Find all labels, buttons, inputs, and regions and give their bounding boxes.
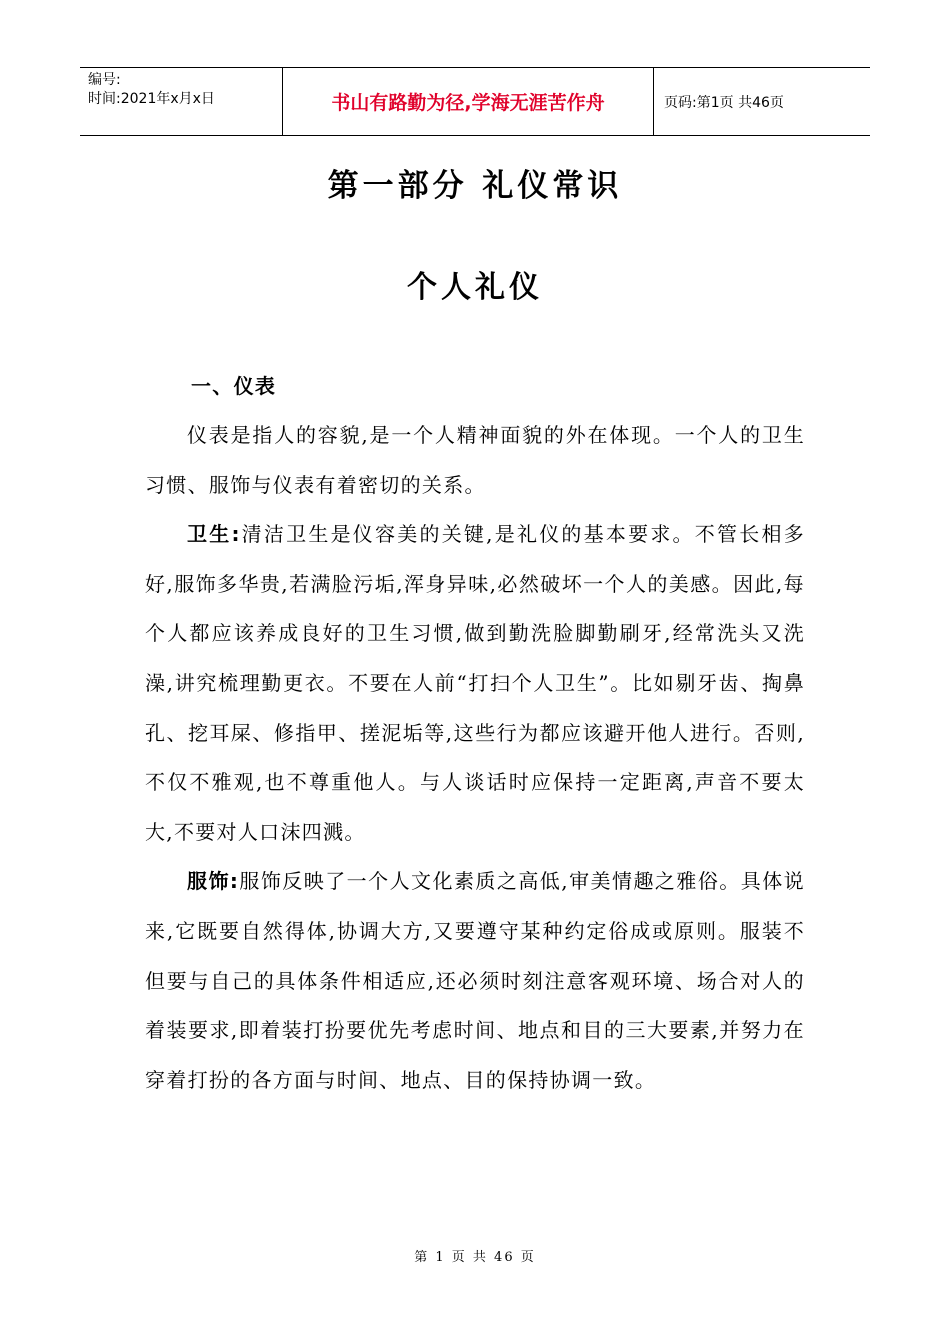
paragraph-intro: 仪表是指人的容貌,是一个人精神面貌的外在体现。一个人的卫生习惯、服饰与仪表有着密切的关系。 xyxy=(145,423,805,497)
page-info: 页码:第1页 共46页 xyxy=(664,94,784,111)
document-body xyxy=(145,362,805,1105)
motto-text: 书山有路勤为径,学海无涯苦作舟 xyxy=(331,92,605,114)
clothing-text: 服饰反映了一个人文化素质之高低,审美情趣之雅俗。具体说来,它既要自然得体,协调大方,又要遵守某种约定俗成或原则。服装不但要与自己的具体条件相适应,还必须时刻注意客观环境、场合对人的着装要求,即着装打扮要优先考虑时间、地点和目的三大要素,并努力在穿着打扮的各方面与时间、地点、目的保持协调一致。 xyxy=(145,869,805,1092)
header-meta-cell xyxy=(80,68,282,135)
paragraph-hygiene xyxy=(145,510,805,857)
hygiene-text: 清洁卫生是仪容美的关键,是礼仪的基本要求。不管长相多好,服饰多华贵,若满脸污垢,浑身异味,必然破坏一个人的美感。因此,每个人都应该养成良好的卫生习惯,做到勤洗脸脚勤刷牙,经常洗头又洗澡,讲究梳理勤更衣。不要在人前“打扫个人卫生”。比如剔牙齿、掏鼻孔、挖耳屎、修指甲、搓泥垢等,这些行为都应该避开他人进行。否则,不仅不雅观,也不尊重他人。与人谈话时应保持一定距离,声音不要太大,不要对人口沫四溅。 xyxy=(145,522,805,844)
term-hygiene: 卫生: xyxy=(187,522,241,547)
header-page-cell xyxy=(654,68,870,135)
header-table xyxy=(80,67,870,136)
paragraph-clothing xyxy=(145,857,805,1105)
heading-appearance: 一、仪表 xyxy=(191,374,277,398)
term-clothing: 服饰: xyxy=(187,869,240,894)
page-footer: 第 1 页 共 46 页 xyxy=(414,1250,536,1265)
section-title: 个人礼仪 xyxy=(407,270,543,305)
time-label: 时间:2021年x月x日 xyxy=(88,91,215,107)
code-label: 编号: xyxy=(88,72,121,88)
header-motto-cell xyxy=(282,68,654,135)
part-title: 第一部分 礼仪常识 xyxy=(327,168,623,204)
